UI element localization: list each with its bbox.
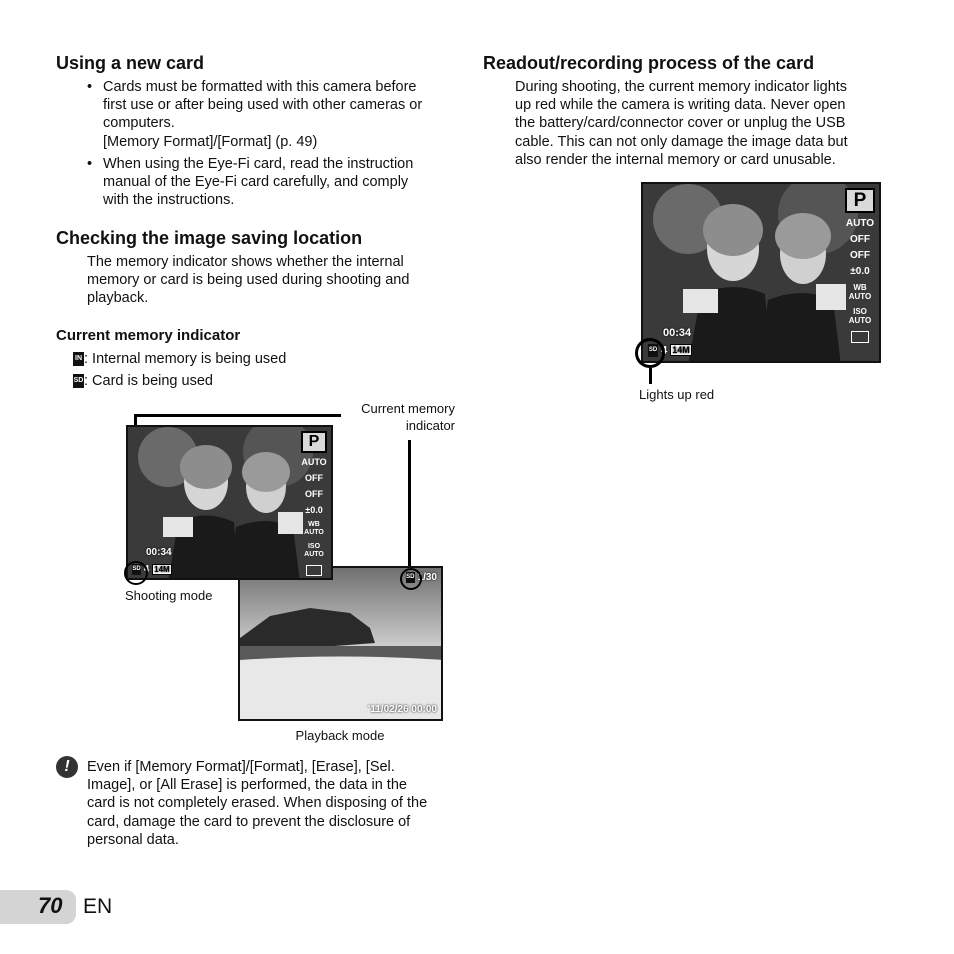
paragraph-memory-indicator xyxy=(87,253,457,308)
label-lights-up-red: Lights up red xyxy=(639,387,715,402)
label-playback-mode: Playback mode xyxy=(295,728,385,743)
text-line: card, damage the card to prevent the disclosure of xyxy=(87,813,411,830)
text-line: personal data. xyxy=(87,831,179,848)
text-line: During shooting, the current memory indicator lights xyxy=(515,79,848,95)
mode-indicator: P xyxy=(845,188,875,213)
page-number: 70 xyxy=(38,893,63,918)
text-line: ISO xyxy=(853,307,867,316)
internal-memory-icon: IN xyxy=(73,352,84,366)
highlight-circle-playback xyxy=(400,568,422,590)
text-line: the battery/card/connector cover or unplug the USB xyxy=(515,115,846,132)
flash-auto-icon: AUTO xyxy=(845,218,875,229)
text-line: WB xyxy=(853,283,867,292)
caution-icon: ! xyxy=(56,756,78,778)
shooting-screen-right xyxy=(641,182,881,363)
indicator-card-row xyxy=(73,372,213,390)
wb-auto-icon xyxy=(301,521,327,537)
text-line: card is not completely erased. When disposing of the xyxy=(87,795,428,812)
text-line: Image], or [All Erase] is performed, the data in the xyxy=(87,777,407,794)
text-line: indicator xyxy=(405,418,455,433)
image-size-badge: 14M xyxy=(672,345,690,356)
mode-indicator: P xyxy=(301,431,327,453)
wb-auto-icon xyxy=(845,283,875,301)
shots-remaining: 4 xyxy=(661,344,668,357)
text-line: [Memory Format]/[Format] (p. 49) xyxy=(103,133,318,150)
selftimer-off-icon: OFF xyxy=(850,250,870,261)
callout-line-horizontal xyxy=(134,414,341,417)
text-line: WB xyxy=(308,521,320,528)
label-current-memory-indicator xyxy=(330,400,455,434)
note-paragraph xyxy=(87,758,457,849)
text-line: AUTO xyxy=(304,529,324,536)
image-size-badge: 14M xyxy=(154,565,170,574)
flash-auto-icon: AUTO xyxy=(301,457,327,467)
playback-date: '11/02/26 00:00 xyxy=(367,704,437,715)
text-line: cable. This can not only damage the image data but xyxy=(515,133,848,150)
indicator-internal-row xyxy=(73,350,286,368)
bullet-item-format xyxy=(103,78,453,151)
sd-card-icon: SD xyxy=(406,572,415,583)
record-time: 00:34 xyxy=(663,327,692,339)
bullet-dot: • xyxy=(87,156,93,172)
exposure-value: ±0.0 xyxy=(850,266,870,277)
bullet-dot: • xyxy=(87,79,93,95)
shooting-screen xyxy=(126,425,333,580)
text-line: Cards must be formatted with this camera before xyxy=(103,79,417,95)
text-line: Even if [Memory Format]/[Format], [Erase], [Sel. xyxy=(87,759,395,775)
text-line: computers. xyxy=(103,115,175,132)
indicator-internal-text: : Internal memory is being used xyxy=(84,351,287,367)
sd-card-icon: SD xyxy=(73,374,84,388)
heading-using-new-card: Using a new card xyxy=(56,53,205,73)
text-line: also render the internal memory or card unusable. xyxy=(515,151,836,168)
text-line: The memory indicator shows whether the internal xyxy=(87,254,404,270)
text-line: first use or after being used with other cameras or xyxy=(103,97,423,114)
record-time: 00:34 xyxy=(146,547,172,558)
macro-off-icon: OFF xyxy=(305,473,323,483)
highlight-circle-shooting xyxy=(124,561,148,585)
aspect-frame-icon xyxy=(851,331,869,343)
shooting-side-menu xyxy=(845,188,875,343)
highlight-circle-lights-up xyxy=(635,338,668,368)
subheading-current-memory: Current memory indicator xyxy=(56,327,241,344)
frame-count: 1/30 xyxy=(417,572,437,584)
selftimer-off-icon: OFF xyxy=(305,489,323,499)
shots-remaining: 4 xyxy=(143,564,150,575)
exposure-value: ±0.0 xyxy=(305,505,323,515)
iso-auto-icon xyxy=(301,543,327,559)
text-line: Current memory xyxy=(361,401,455,416)
text-line: with the instructions. xyxy=(103,192,235,209)
paragraph-readout xyxy=(515,78,895,169)
text-line: ISO xyxy=(307,543,321,550)
bullet-item-eyefi xyxy=(103,155,453,210)
text-line: playback. xyxy=(87,290,149,307)
text-line: memory or card is being used during shooting and xyxy=(87,272,410,289)
text-line: AUTO xyxy=(848,292,872,301)
indicator-card-text: : Card is being used xyxy=(84,373,213,389)
callout-line-lights-up xyxy=(649,368,652,384)
aspect-frame-icon xyxy=(306,565,322,576)
text-line: AUTO xyxy=(848,316,872,325)
heading-readout-recording: Readout/recording process of the card xyxy=(483,53,815,73)
text-line: When using the Eye-Fi card, read the instruction xyxy=(103,156,414,172)
label-shooting-mode: Shooting mode xyxy=(125,588,213,603)
language-code: EN xyxy=(83,895,113,918)
text-line: manual of the Eye-Fi card carefully, and comply xyxy=(103,174,409,191)
shooting-side-menu xyxy=(301,431,327,576)
callout-line-vertical-right xyxy=(408,440,411,570)
text-line: up red while the camera is writing data. Never open xyxy=(515,97,846,114)
text-line: AUTO xyxy=(304,551,324,558)
beach-photo xyxy=(240,568,443,721)
sd-card-icon: SD xyxy=(132,564,141,575)
heading-checking-location: Checking the image saving location xyxy=(56,228,363,248)
macro-off-icon: OFF xyxy=(850,234,870,245)
iso-auto-icon xyxy=(845,307,875,325)
sd-card-icon: SD xyxy=(648,344,658,357)
